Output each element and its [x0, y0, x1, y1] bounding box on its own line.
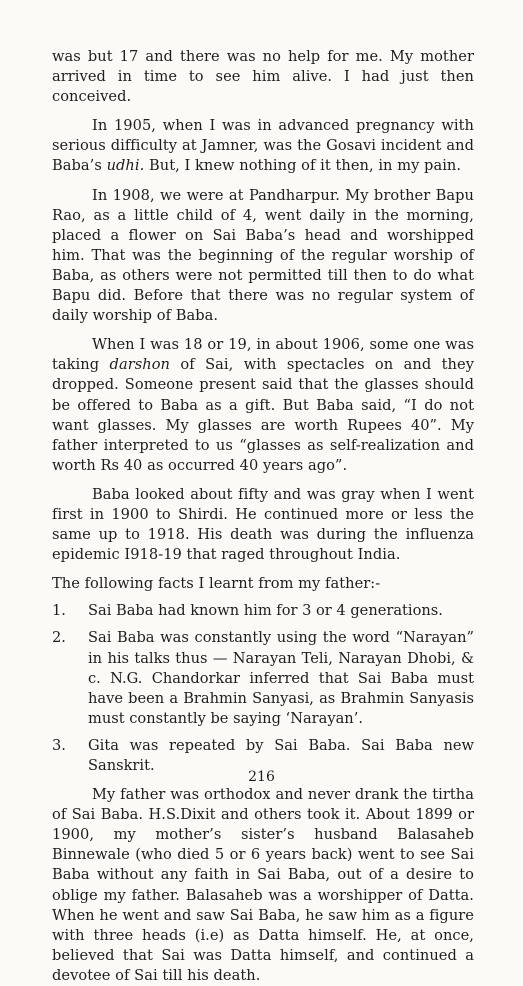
paragraph-4-text-a: When I was 18 or 19, in about 1906, some one was taking: [52, 336, 474, 374]
list-item: [52, 628, 474, 728]
paragraph-2-text-b: But, I knew nothing of it then, in my pain.: [144, 157, 462, 175]
paragraph-4: [52, 335, 474, 476]
facts-list: [52, 601, 474, 776]
list-item-number: 1.: [52, 602, 66, 620]
paragraph-2: [52, 116, 474, 176]
paragraph-4-text-b: of Sai, with spectacles on and they dropped. Someone present said that the glasses should be offered to Baba as a gift. But Baba said, “I do not want glasses. My glasses are worth Rupees 40”. My father interpreted to us “glasses as self-realization and worth Rs 40 as occurred 40 years ago”.: [52, 356, 474, 474]
closing-paragraph-text: My father was orthodox and never drank the tirtha of Sai Baba. H.S.Dixit and others took it. About 1899 or 1900, my mother’s sister’s husband Balasaheb Binnewale (who died 5 or 6 years back) went to see Sai Baba without any faith in Sai Baba, out of a desire to oblige my father. Balasaheb was a worshipper of Datta. When he went and saw Sai Baba, he saw him as a figure with three heads (i.e) as Datta himself. He, at once, believed that Sai was Datta himself, and continued a devotee of Sai till his death.: [52, 786, 474, 984]
paragraph-5: [52, 485, 474, 565]
list-item-number: 2.: [52, 629, 66, 647]
paragraph-3-text: In 1908, we were at Pandharpur. My brother Bapu Rao, as a little child of 4, went daily in the morning, placed a flower on Sai Baba’s head and worshipped him. That was the beginning of the regular worship of Baba, as others were not permitted till then to do what Bapu did. Before that there was no regular system of daily worship of Baba.: [52, 186, 474, 325]
list-item-text: Gita was repeated by Sai Baba. Sai Baba new Sanskrit.: [88, 736, 474, 774]
paragraph-2-italic-term: udhi.: [106, 157, 145, 175]
list-item: [52, 601, 474, 621]
list-item-text: Sai Baba had known him for 3 or 4 generations.: [88, 602, 443, 620]
paragraph-5-text: Baba looked about fifty and was gray when I went first in 1900 to Shirdi. He continued more or less the same up to 1918. His death was during the influenza epidemic I918-19 that raged throughout India.: [52, 485, 474, 564]
closing-paragraph: [52, 785, 474, 986]
paragraph-6-text: The following facts I learnt from my father:-: [52, 575, 381, 593]
paragraph-1: [52, 47, 474, 107]
page-number: 216: [248, 769, 275, 785]
list-item-number: 3.: [52, 736, 66, 754]
paragraph-4-italic-term: darshon: [109, 356, 170, 374]
paragraph-3: [52, 186, 474, 327]
list-item-text: Sai Baba was constantly using the word “Narayan” in his talks thus — Narayan Teli, Narayan Dhobi, & c. N.G. Chandorkar inferred that Sai Baba must have been a Brahmin Sanyasi, as Brahmin Sanyasis must constantly be saying ‘Narayan’.: [88, 629, 474, 727]
paragraph-6: [52, 574, 474, 594]
paragraph-1-text: was but 17 and there was no help for me. My mother arrived in time to see him alive. I had just then conceived.: [52, 48, 474, 106]
paragraph-2-text-a: In 1905, when I was in advanced pregnancy with serious difficulty at Jamner, was the Gosavi incident and Baba’s: [52, 117, 474, 175]
